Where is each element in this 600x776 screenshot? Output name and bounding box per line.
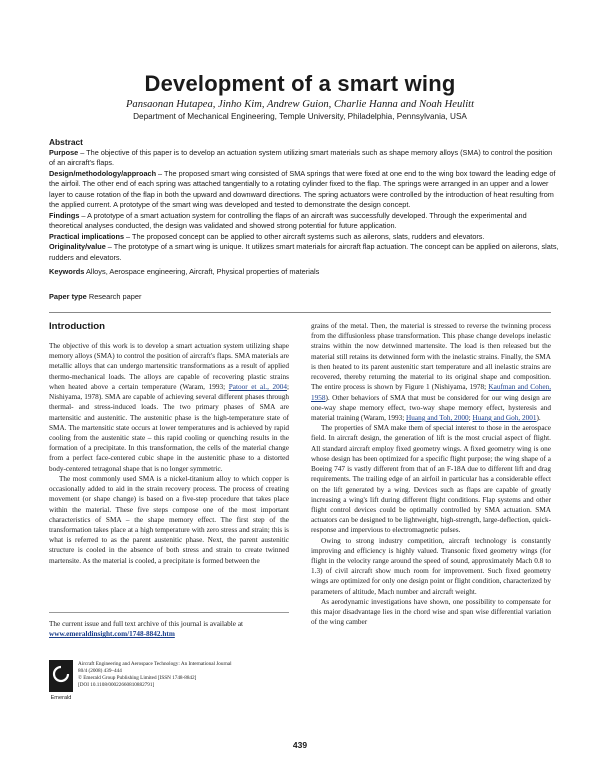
fulltext-note [49, 619, 289, 639]
abstract-practical [49, 232, 559, 243]
text-run: grains of the metal. Then, the material is stressed to reverse the twinning process from the diffusionless phase transformation. This phase change develops inelastic strains within the now detwinned martensite. The load is then released but the material still retains its detwinned form with the inelastic strains. Finally, the SMA is then heated to its parent austenitic start temperature and all inelastic strains are recovered, thereby returning the material to its original shape and composition. The entire process is shown by Figure 1 (Nishiyama, 1978; [311, 322, 551, 392]
intro-right-paragraph-1 [311, 321, 551, 423]
text-run: ; Nishiyama, 1978). SMA are capable of achieving several different phases through thermal- and stress-induced loads. The two primary phases of SMA are martensitic and austenitic. The austenitic phase is the high-temperature state of SMA. The martensitic state occurs at lower temperatures and is achieved by rapid cooling from the austenitic state – this rapid cooling or quenching results in the formation of a precipitate. In this transformation, the cells of the material change from a perfect face-centered cubic shape in the austenitic phase to a distorted body-centered tetragonal shape that is no longer symmetric. [49, 382, 289, 473]
journal-info-line-3: © Emerald Group Publishing Limited [ISSN 1748-8842] [78, 675, 197, 682]
page-number: 439 [292, 740, 308, 750]
paper-type-value: Research paper [86, 292, 142, 301]
findings-label: Findings [49, 210, 80, 220]
text-run: ; [468, 413, 473, 422]
paper-title: Development of a smart wing [144, 71, 456, 96]
purpose-text: – The objective of this paper is to develop an actuation system utilizing smart materials such as shape memory alloys (SMA) to control the position of an aircraft's flaps. [49, 147, 553, 168]
abstract-design [49, 169, 559, 211]
section-divider [49, 312, 551, 313]
text-run: The objective of this work is to develop a smart actuation system utilizing shape memory alloys (SMA) to control the position of aircraft's flaps. SMA materials are metallic alloys that can undergo martensitic transformations as a result of applied thermo-mechanical loads. The alloys are capable of recovering plastic strains when heated above a certain temperature (Waram, 1993; [49, 342, 289, 391]
keywords-line [49, 267, 559, 276]
ref-link-huang-toh[interactable]: Huang and Toh, 2000 [406, 413, 469, 422]
intro-left-paragraph-2: The most commonly used SMA is a nickel-titanium alloy to which copper is occasionally added to aid in the strain recovery process. The process of creating movement (or shape change) is based on a five-step procedure that takes place within the material. These five steps compose one of the most important characteristics of SMA – the shape memory effect. The first step of the transformation takes place at a high temperature with zero stress and strain; this is what is referred to as the parent austenitic phase. Next, the parent austenitic structure is cooled in the absence of both stress and strain to create twinned martensite. As the material is cooled, a precipitate is formed between the [49, 474, 289, 565]
originality-text: – The prototype of a smart wing is unique. It utilizes smart materials for aircraft flap actuation. The concept can be applied on ailerons, slats, rudders and elevators. [49, 242, 559, 263]
journal-info-line-2: 80/4 (2008) 439–444 [78, 668, 122, 675]
logo-text: Emerald [50, 695, 72, 701]
abstract-purpose [49, 148, 559, 169]
practical-text: – The proposed concept can be applied to other aircraft systems such as ailerons, slats, rudders and elevators. [124, 231, 485, 241]
intro-right-paragraph-4: As aerodynamic investigations have shown, one possibility to compensate for this major disadvantage lies in the chord wise and span wise differential variation of the wing camber [311, 597, 551, 627]
ref-link-huang-goh[interactable]: Huang and Goh, 2001 [472, 413, 537, 422]
abstract-section [49, 137, 559, 264]
journal-info-block [78, 661, 298, 689]
ref-link-kaufman[interactable]: Kaufman and Cohen, 1958 [311, 383, 552, 402]
journal-info-line-1: Aircraft Engineering and Aerospace Technology: An International Journal [78, 661, 232, 667]
intro-right-paragraph-3: Owing to strong industry competition, aircraft technology is constantly improving and efficiency is highly valued. Transonic fixed geometry wings (for flight in the velocity range around the speed of sound, approximately Mach 0.8 to 1.3) of civil aircraft show much room for improvement. Such fixed geometry wings are optimized for only one design point or flight condition, characterized by parameters of altitude, Mach number and aircraft weight. [311, 536, 551, 596]
journal-info-line-4: [DOI 10.1108/00022660810882791] [78, 682, 155, 689]
paper-authors: Pansaonan Hutapea, Jinho Kim, Andrew Guion, Charlie Hanna and Noah Heulitt [125, 99, 475, 110]
introduction-heading: Introduction [49, 321, 105, 332]
originality-label: Originality/value [49, 242, 106, 252]
findings-text: – A prototype of a smart actuation system for controlling the flaps of an aircraft was successfully developed. Through the experimental and theoretical analyses conducted, the design was validated and showed strong potential for future application. [49, 210, 527, 231]
abstract-originality [49, 242, 559, 263]
paper-affiliation: Department of Mechanical Engineering, Temple University, Philadelphia, Pennsylvania, USA [133, 112, 467, 121]
emerald-logo-icon [49, 660, 73, 702]
keywords-label: Keywords [49, 267, 85, 276]
emerald-logo [49, 660, 73, 702]
abstract-findings [49, 211, 559, 232]
intro-left-column [49, 341, 289, 566]
design-text: – The proposed smart wing consisted of SMA springs that were fixed at one end to the wing box toward the leading edge of the airfoil. The other end of each spring was attached tangentially to a rotating cylinder fixed to the flap. The springs were arranged in an upper and a lower layer to cause rotation of the flap in both the upward and downward directions. The spring actuators were controlled by the introduction of heat resulting from the applied current. A prototype of the smart wing was developed and tested to demonstrate the design concept. [49, 168, 556, 210]
intro-left-paragraph-1 [49, 341, 289, 474]
fulltext-text: The current issue and full text archive of this journal is available at [49, 620, 244, 628]
practical-label: Practical implications [49, 231, 125, 241]
purpose-label: Purpose [49, 147, 79, 157]
footnote-divider [49, 612, 289, 613]
design-label: Design/methodology/approach [49, 168, 157, 178]
abstract-heading: Abstract [49, 137, 83, 147]
ref-link-patoor[interactable]: Patoor et al., 2004 [228, 382, 287, 391]
intro-right-paragraph-2: The properties of SMA make them of special interest to those in the aerospace field. In aircraft design, the generation of lift is the most crucial aspect of flight. All standard aircraft employ fixed geometry wings. A fixed geometry wing is one whose design has been optimized for a specific flight purpose; the wing shape of a Boeing 747 is vastly different from that of an F-18A due to different lift and drag requirements. The trailing edge of an airfoil in particular has a considerable effect on the lift generated by a wing. Devices such as flaps are capable of greatly increasing a wing's lift during different flight conditions. Flap systems and other flight control devices could be optimally controlled by SMA actuation. SMA actuators can be designed to be lightweight, high-strength, large-deflection, quick-response and impervious to electromagnetic pulses. [311, 424, 551, 535]
text-run: ). [536, 413, 541, 422]
paper-type-label: Paper type [49, 292, 87, 301]
intro-right-column [311, 321, 551, 628]
keywords-value: Alloys, Aerospace engineering, Aircraft, Physical properties of materials [84, 267, 320, 276]
journal-url-link[interactable]: www.emeraldinsight.com/1748-8842.htm [49, 630, 175, 639]
text-run: ). Other behaviors of SMA that must be considered for our wing design are one-way shape memory effect, two-way shape memory effect, hysteresis and material training (Waram, 1993; [311, 393, 551, 422]
paper-type-line [49, 292, 559, 301]
